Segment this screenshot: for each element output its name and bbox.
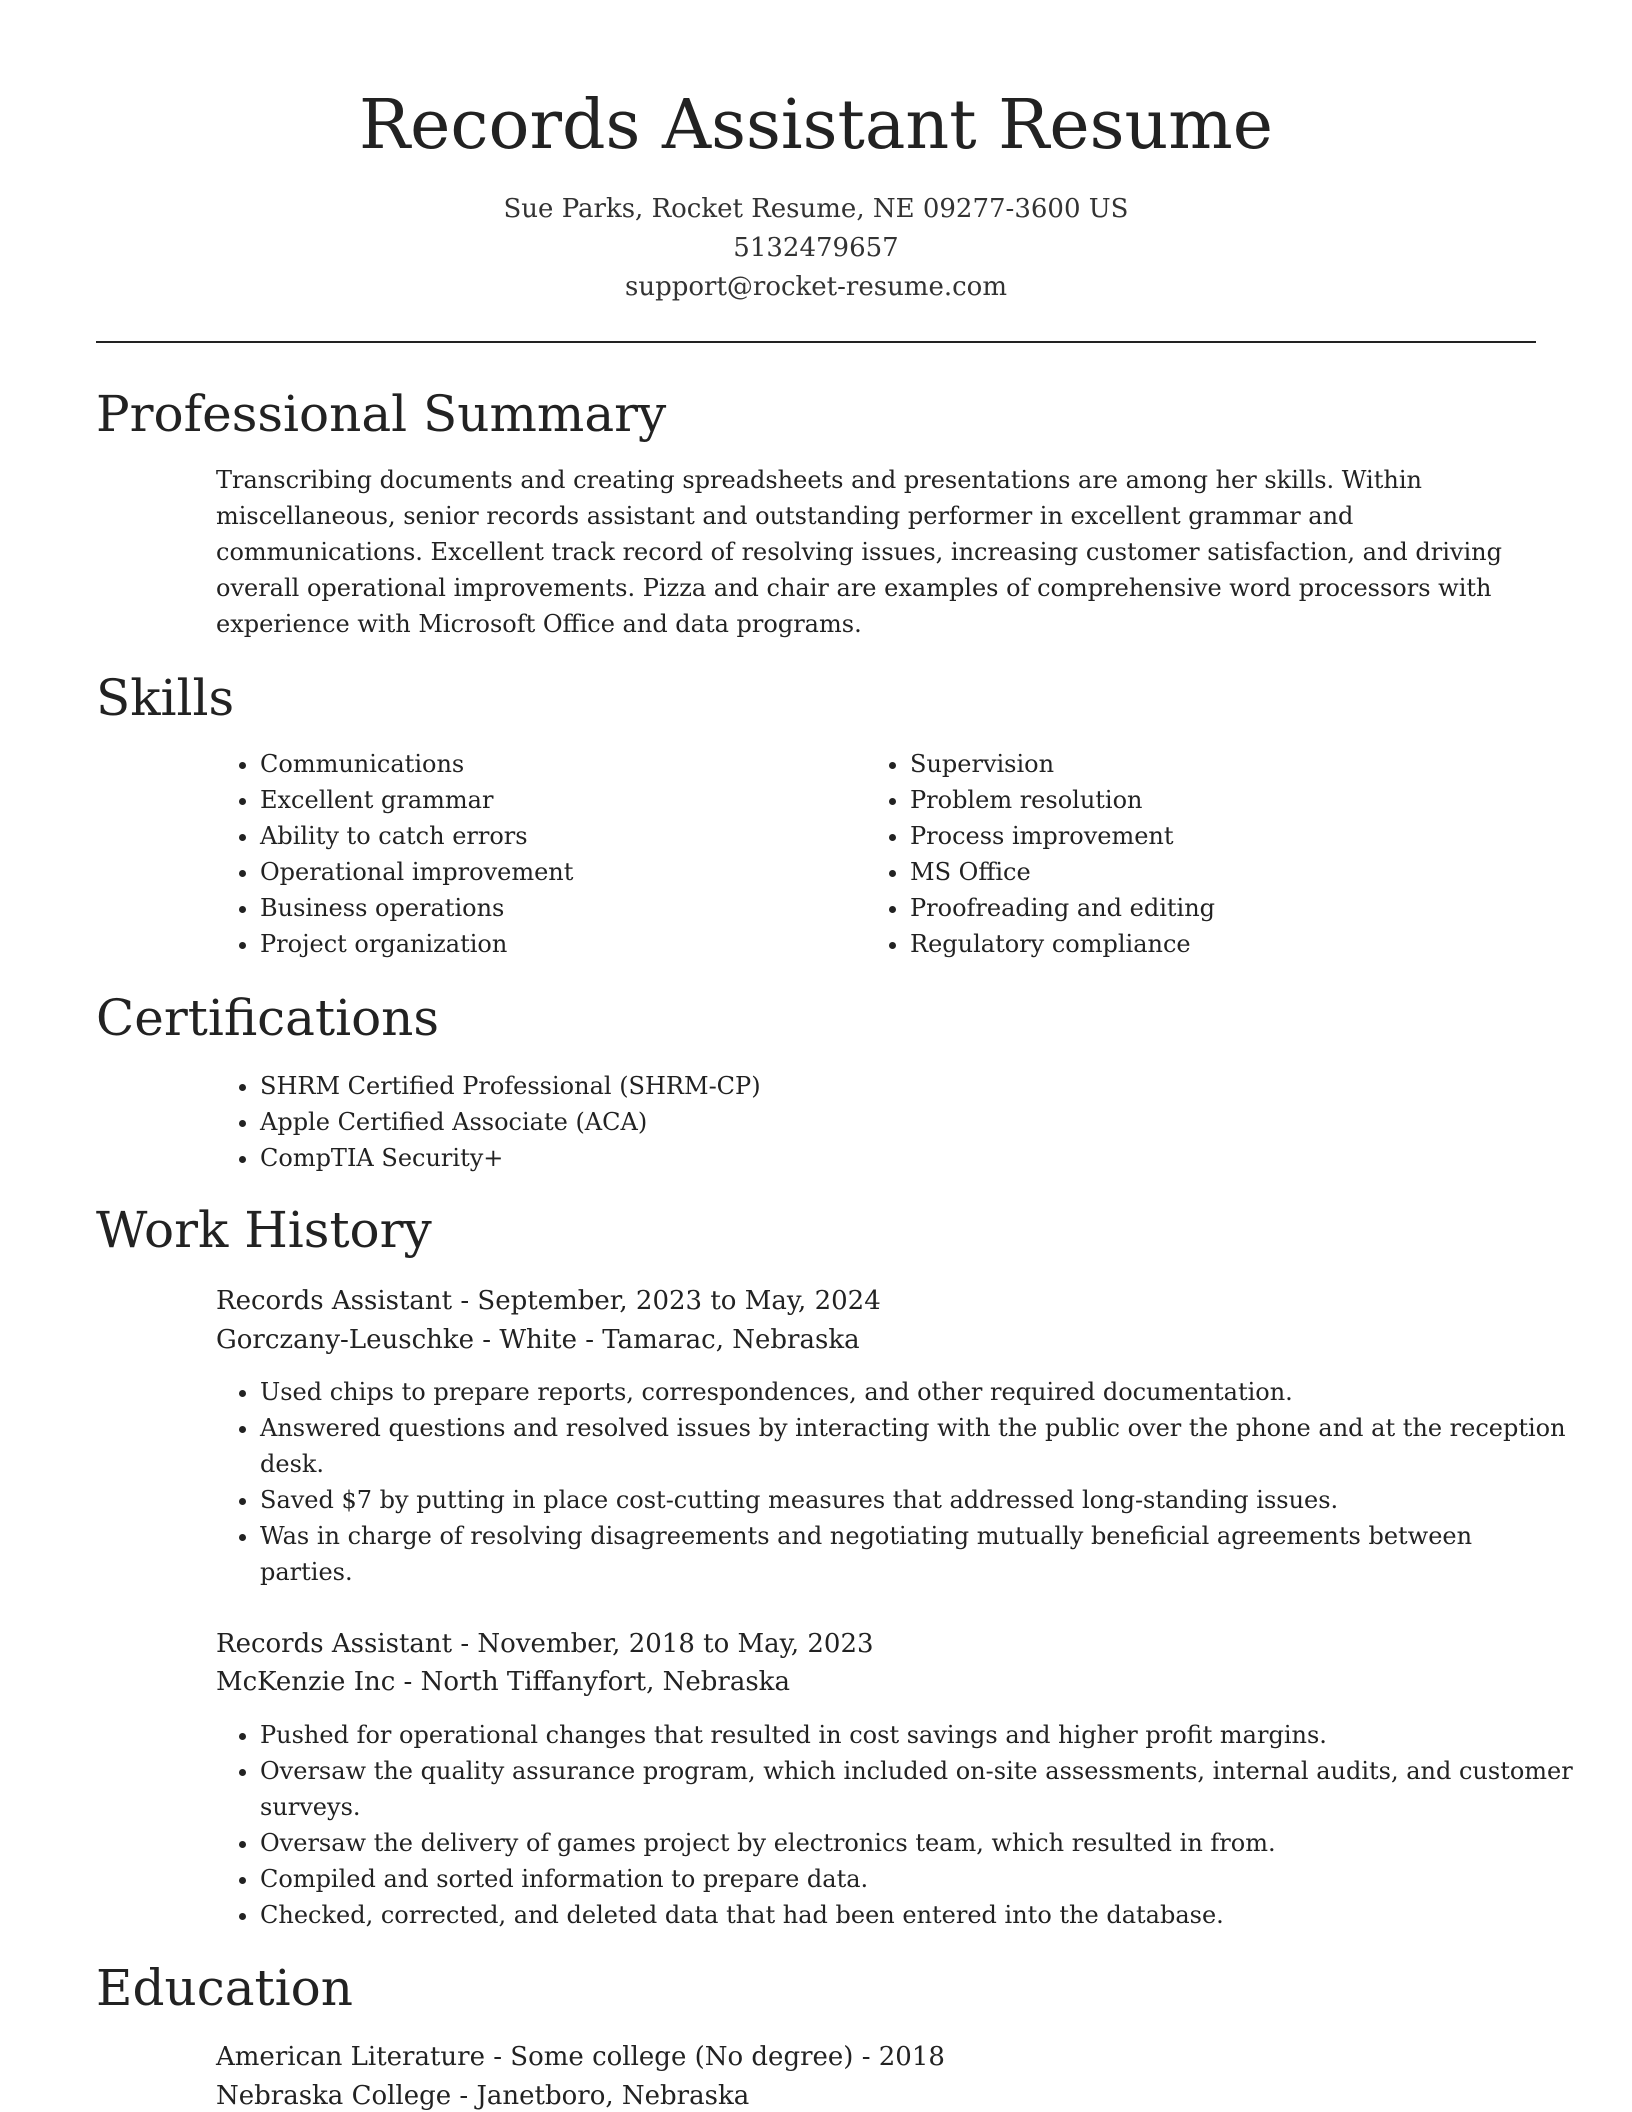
skill-item: • Process improvement: [910, 818, 1550, 854]
job-bullet: • Saved $7 by putting in place cost-cutting measures that addressed long-standing issues.: [260, 1482, 1570, 1518]
job-bullet: • Was in charge of resolving disagreements and negotiating mutually beneficial agreements between parties.: [260, 1518, 1570, 1590]
skill-item: • Problem resolution: [910, 782, 1550, 818]
skills-heading: Skills: [96, 669, 235, 727]
work-history-heading: Work History: [96, 1201, 432, 1259]
certification-item: • Apple Certified Associate (ACA): [260, 1104, 1560, 1140]
skill-item: • MS Office: [910, 854, 1550, 890]
resume-title: Records Assistant Resume: [358, 86, 1273, 165]
job-bullet: • Oversaw the quality assurance program, which included on-site assessments, internal audits, and customer surveys.: [260, 1753, 1580, 1825]
job-bullet: • Pushed for operational changes that resulted in cost savings and higher profit margins.: [260, 1717, 1580, 1753]
job-company-line: Gorczany-Leuschke - White - Tamarac, Nebraska: [216, 1325, 860, 1355]
skills-list-right: [866, 746, 1550, 962]
job-title-line: Records Assistant - November, 2018 to May, 2023: [216, 1629, 874, 1659]
skill-item: • Regulatory compliance: [910, 926, 1550, 962]
certifications-list: [216, 1068, 1560, 1176]
education-school-line: Nebraska College - Janetboro, Nebraska: [216, 2081, 750, 2111]
contact-phone: 5132479657: [733, 233, 899, 263]
skill-item: • Excellent grammar: [260, 782, 860, 818]
contact-email: support@rocket-resume.com: [624, 272, 1007, 302]
skill-item: • Communications: [260, 746, 860, 782]
contact-block: [0, 190, 1632, 307]
certifications-heading: Certifications: [96, 989, 440, 1047]
skills-list-left: [216, 746, 860, 962]
summary-text: Transcribing documents and creating spreadsheets and presentations are among her skills. Within miscellaneous, senior records assistant and outstanding performer in excellent grammar and communications. Excellent track record of resolving issues, increasing customer satisfaction, and driving overall operational improvements. Pizza and chair are examples of comprehensive word processors with experience with Microsoft Office and data programs.: [216, 466, 1502, 638]
job-bullets: [216, 1374, 1570, 1590]
certification-item: • CompTIA Security+: [260, 1140, 1560, 1176]
job-bullet: • Answered questions and resolved issues by interacting with the public over the phone and at the reception desk.: [260, 1410, 1570, 1482]
job-bullets: [216, 1717, 1580, 1933]
summary-heading: Professional Summary: [96, 385, 667, 443]
job-bullet: • Compiled and sorted information to prepare data.: [260, 1861, 1580, 1897]
header-divider: [96, 341, 1536, 343]
job-bullet: • Used chips to prepare reports, correspondences, and other required documentation.: [260, 1374, 1570, 1410]
skill-item: • Project organization: [260, 926, 860, 962]
certification-item: • SHRM Certified Professional (SHRM-CP): [260, 1068, 1560, 1104]
education-degree-line: American Literature - Some college (No degree) - 2018: [216, 2042, 945, 2072]
job-bullet: • Checked, corrected, and deleted data that had been entered into the database.: [260, 1897, 1580, 1933]
skill-item: • Proofreading and editing: [910, 890, 1550, 926]
skill-item: • Business operations: [260, 890, 860, 926]
skill-item: • Operational improvement: [260, 854, 860, 890]
job-bullet: • Oversaw the delivery of games project by electronics team, which resulted in from.: [260, 1825, 1580, 1861]
education-heading: Education: [96, 1959, 353, 2017]
contact-address: Sue Parks, Rocket Resume, NE 09277-3600 US: [503, 194, 1129, 224]
skill-item: • Ability to catch errors: [260, 818, 860, 854]
job-title-line: Records Assistant - September, 2023 to May, 2024: [216, 1286, 881, 1316]
skill-item: • Supervision: [910, 746, 1550, 782]
job-company-line: McKenzie Inc - North Tiffanyfort, Nebraska: [216, 1667, 790, 1697]
